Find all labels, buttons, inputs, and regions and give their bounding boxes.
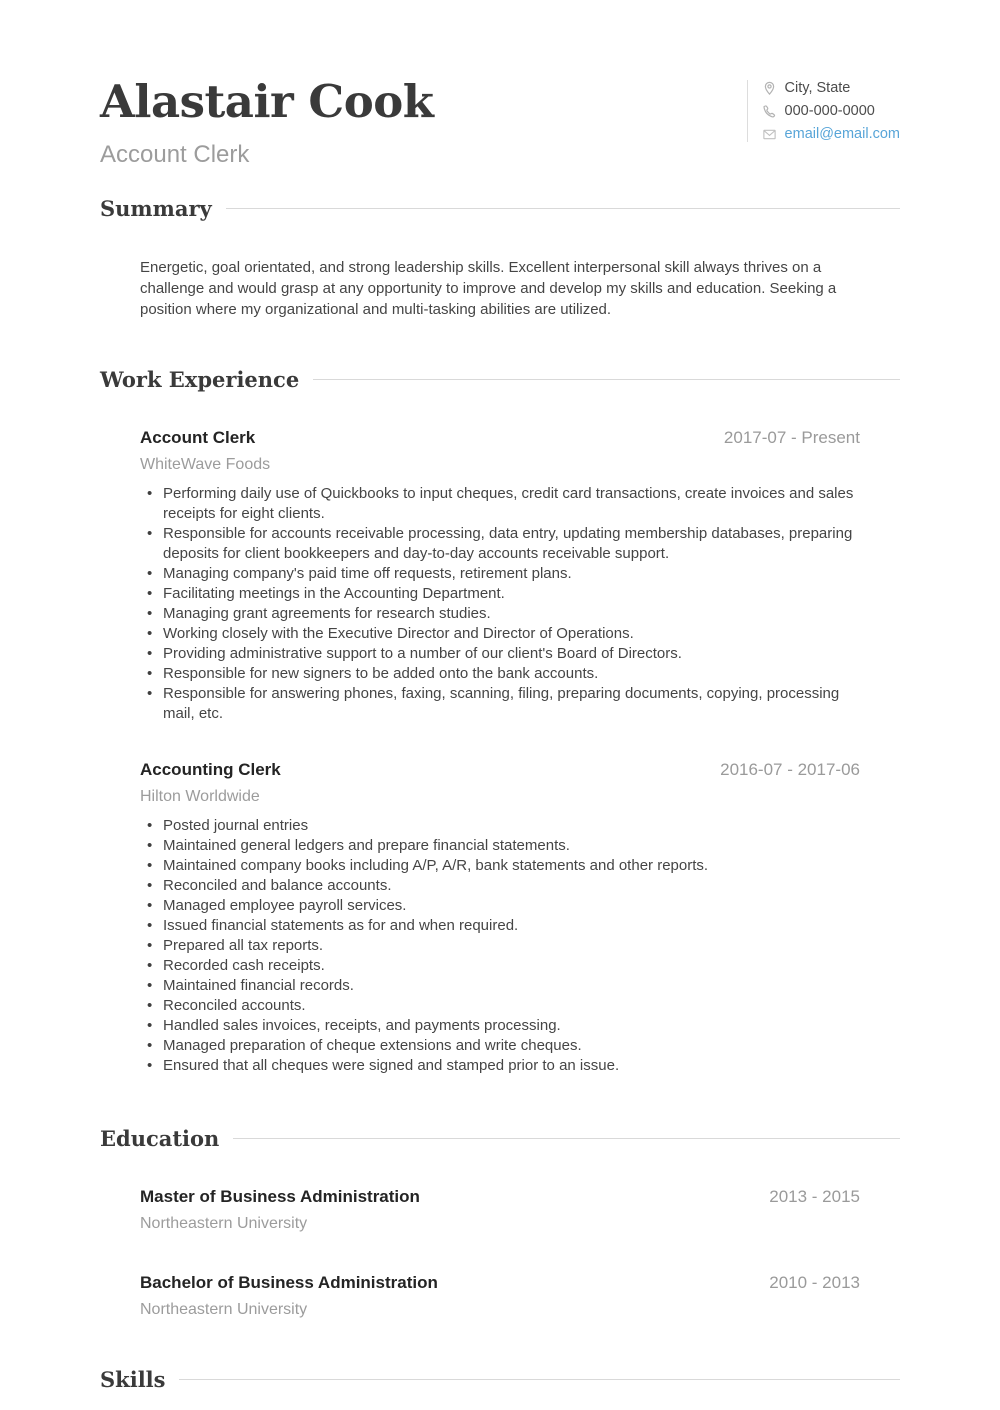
work-entry-header [140,760,860,780]
bullet-item: • Responsible for accounts receivable processing, data entry, updating membership databases, preparing deposits for client bookkeepers and day-to-day accounts receivable support. [140,524,860,564]
heading-rule [179,1379,900,1380]
work-section-heading [100,367,900,392]
education-entry-dates: 2013 - 2015 [769,1187,860,1207]
bullet-item: • Managed employee payroll services. [140,896,860,916]
work-entry-title: Account Clerk [140,428,256,448]
bullet-item: • Working closely with the Executive Director and Director of Operations. [140,624,860,644]
bullet-item: • Maintained company books including A/P, A/R, bank statements and other reports. [140,856,860,876]
work-heading-text: Work Experience [100,367,300,393]
education-section-body [100,1187,900,1319]
bullet-item: • Issued financial statements as for and when required. [140,916,860,936]
work-entry-bullets [140,816,860,1076]
bullet-item: • Reconciled and balance accounts. [140,876,860,896]
work-entry [140,428,860,724]
education-entry-header [140,1187,860,1207]
bullet-item: • Managing company's paid time off requests, retirement plans. [140,564,860,584]
contact-email-row [762,126,900,142]
summary-section-heading [100,196,900,221]
education-heading-text: Education [100,1126,220,1152]
bullet-item: • Managing grant agreements for research studies. [140,604,860,624]
education-entry-school: Northeastern University [140,1301,308,1319]
work-entry-title: Accounting Clerk [140,760,281,780]
bullet-item: • Ensured that all cheques were signed and stamped prior to an issue. [140,1056,860,1076]
work-entry-dates: 2016-07 - 2017-06 [720,760,860,780]
bullet-item: • Maintained general ledgers and prepare financial statements. [140,836,860,856]
bullet-item: • Maintained financial records. [140,976,860,996]
bullet-item: • Recorded cash receipts. [140,956,860,976]
contact-location-row [762,80,900,96]
bullet-item: • Managed preparation of cheque extensions and write cheques. [140,1036,860,1056]
education-entry-school: Northeastern University [140,1215,308,1233]
envelope-icon [762,127,777,142]
work-section-body [100,428,900,1076]
education-entry [140,1187,860,1233]
heading-rule [313,379,900,380]
summary-paragraph: Energetic, goal orientated, and strong leadership skills. Excellent interpersonal skill always thrives on a challenge and would grasp at any opportunity to improve and develop my skills and education. Seeking a position where my organizational and multi-tasking abilities are utilized. [140,259,837,319]
contact-phone-row [762,103,900,119]
work-entry-bullets [140,484,860,724]
location-pin-icon [762,81,777,96]
contact-block [747,80,900,142]
person-job-title: Account Clerk [100,141,250,169]
education-entry-dates: 2010 - 2013 [769,1273,860,1293]
person-name: Alastair Cook [100,75,434,128]
heading-rule [226,208,900,209]
bullet-item: • Facilitating meetings in the Accounting Department. [140,584,860,604]
heading-rule [233,1138,900,1139]
work-entry-company: WhiteWave Foods [140,456,271,474]
work-entry-header [140,428,860,448]
work-entry-dates: 2017-07 - Present [723,428,860,448]
education-section-heading [100,1126,900,1151]
identity-block [100,75,434,169]
bullet-item: • Responsible for answering phones, faxing, scanning, filing, preparing documents, copying, processing mail, etc. [140,684,860,724]
bullet-item: • Posted journal entries [140,816,860,836]
bullet-item: • Responsible for new signers to be added onto the bank accounts. [140,664,860,684]
contact-location: City, State [784,80,851,96]
work-entry [140,760,860,1076]
skills-section-heading [100,1367,900,1392]
bullet-item: • Providing administrative support to a number of our client's Board of Directors. [140,644,860,664]
education-entry-degree: Bachelor of Business Administration [140,1273,438,1293]
phone-icon [762,104,777,119]
contact-email-link[interactable]: email@email.com [784,126,900,142]
resume-header [100,75,900,169]
bullet-item: • Handled sales invoices, receipts, and payments processing. [140,1016,860,1036]
summary-section-body [100,257,900,320]
education-entry-header [140,1273,860,1293]
education-entry-degree: Master of Business Administration [140,1187,420,1207]
bullet-item: • Reconciled accounts. [140,996,860,1016]
bullet-item: • Performing daily use of Quickbooks to input cheques, credit card transactions, create invoices and sales receipts for eight clients. [140,484,860,524]
bullet-item: • Prepared all tax reports. [140,936,860,956]
contact-phone: 000-000-0000 [784,103,875,119]
work-entry-company: Hilton Worldwide [140,788,260,806]
summary-heading-text: Summary [100,196,212,222]
skills-heading-text: Skills [100,1367,166,1393]
education-entry [140,1273,860,1319]
